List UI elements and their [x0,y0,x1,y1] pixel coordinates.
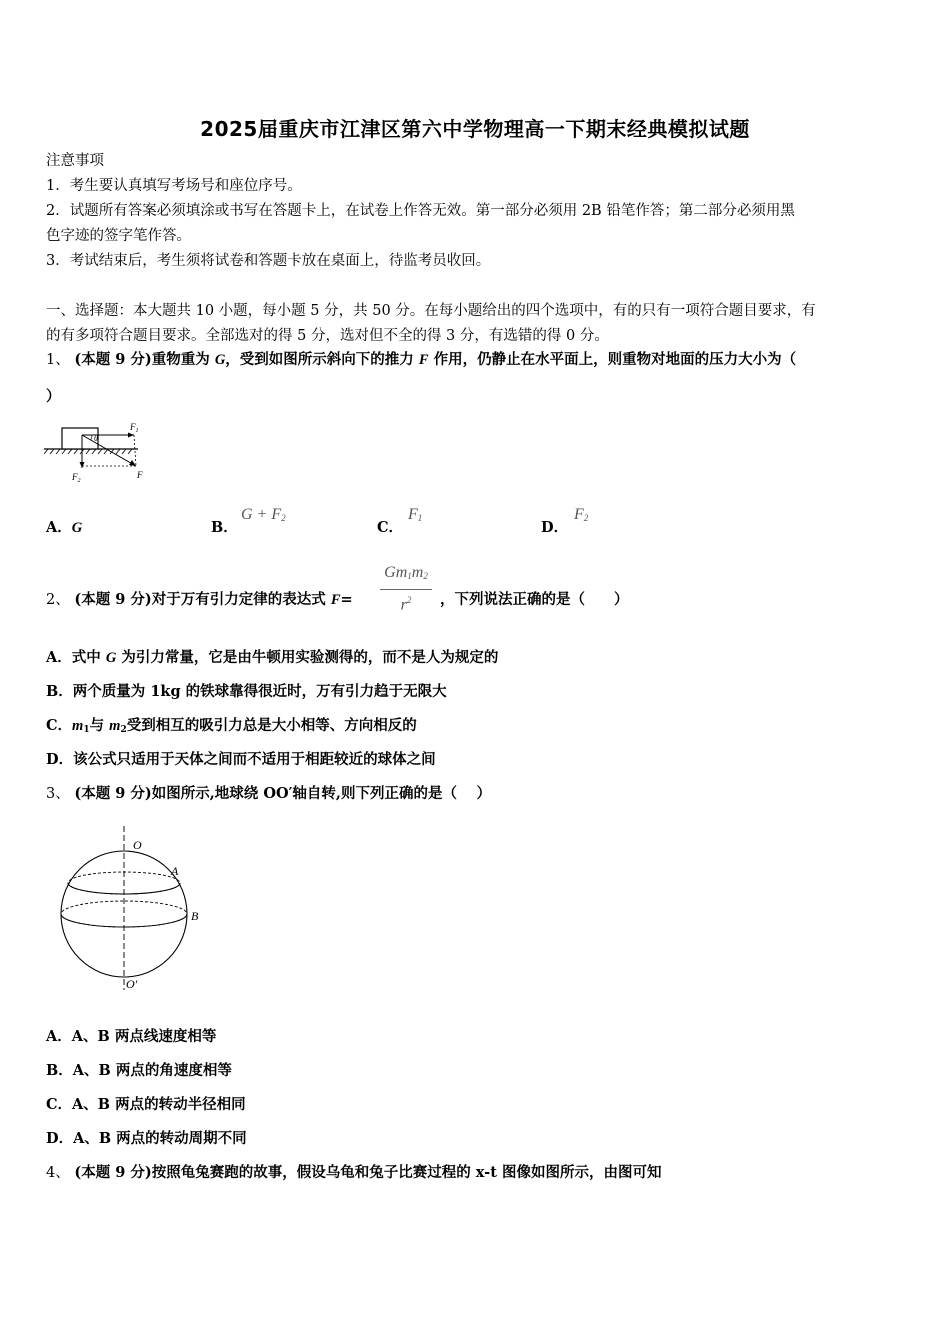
option-b-formula: $G + F_2$ [241,506,286,523]
question-number: 3、 [46,786,70,802]
notice-item: 3．考试结束后，考生须将试卷和答题卡放在桌面上，待监考员收回。 [46,253,491,269]
var-F: F [418,352,429,368]
option-b: B．两个质量为 1kg 的铁球靠得很近时，万有引力趋于无限大 [46,683,447,700]
notice-item: 色字迹的签字笔作答。 [46,228,191,244]
question-3-stem [46,784,491,804]
stem-text: 作用，仍静止在水平面上，则重物对地面的压力大小为（ [428,351,797,368]
notice-heading: 注意事项 [46,153,104,169]
option-b: B． [211,519,238,536]
question-number: 2、 [46,592,70,608]
label-o-prime: O′ [126,977,138,991]
stem-text: 重物重为 [151,351,215,368]
question-1-stem [46,350,796,370]
var-G: G [214,352,226,368]
option-d: D． [541,519,569,536]
question-score: (本题 9 分) [74,591,152,608]
question-2-stem [46,590,353,610]
gravitation-formula [378,563,434,615]
option-d: D．A、B 两点的转动周期不同 [46,1130,247,1147]
f2-label: $F_2$ [72,472,81,484]
section-intro-line: 一、选择题：本大题共 10 小题，每小题 5 分，共 50 分。在每小题给出的四个选项中，有的只有一项符合题目要求，有 [46,303,816,319]
question-1-close: ） [46,388,61,405]
label-o: O [133,838,142,852]
option-value: G [71,520,83,536]
stem-text: ，受到如图所示斜向下的推力 [225,351,419,368]
stem-text: ，下列说法正确的是（ ） [440,591,629,608]
f-label: F [137,470,143,480]
option-c: C．$m_1$与 $m_2$受到相互的吸引力总是大小相等、方向相反的 [46,717,417,735]
question-4-stem [46,1163,661,1183]
theta-label: θ [94,434,98,443]
f1-label: $F_1$ [130,422,139,434]
stem-text: 按照龟兔赛跑的故事，假设乌龟和兔子比赛过程的 x-t 图像如图所示，由图可知 [151,1164,662,1181]
var-F: F [330,592,341,608]
page-title: 2025届重庆市江津区第六中学物理高一下期末经典模拟试题 [200,117,750,141]
option-a: A．A、B 两点线速度相等 [46,1028,217,1045]
label-b: B [191,909,199,923]
option-d-formula: $F_2$ [574,506,589,523]
question-number: 4、 [46,1165,70,1181]
formula-denominator: $r^2$ [400,595,412,614]
section-intro-line: 的有多项符合题目要求。全部选对的得 5 分，选对但不全的得 3 分，有选错的得 0 分。 [46,328,609,344]
formula-numerator: $Gm_1m_2$ [384,564,428,581]
q3-earth-diagram [50,822,210,997]
equals: = [340,591,353,608]
stem-text: 如图所示,地球绕 OO′轴自转,则下列正确的是（ ） [151,785,492,802]
notice-item: 1．考生要认真填写考场号和座位序号。 [46,178,302,194]
option-b: B．A、B 两点的角速度相等 [46,1062,232,1079]
question-score: (本题 9 分) [74,785,152,802]
q1-force-diagram [44,418,154,486]
option-c: C．A、B 两点的转动半径相同 [46,1096,246,1113]
option-c-formula: $F_1$ [408,506,423,523]
question-number: 1、 [46,352,70,368]
stem-text: 对于万有引力定律的表达式 [151,591,331,608]
question-score: (本题 9 分) [74,1164,152,1181]
notice-item: 2．试题所有答案必须填涂或书写在答题卡上，在试卷上作答无效。第一部分必须用 2B 铅笔作答；第二部分必须用黑 [46,203,795,219]
option-a: A．G [46,519,83,536]
label-a: A [171,864,179,878]
option-d: D．该公式只适用于天体之间而不适用于相距较近的球体之间 [46,751,436,768]
option-a: A．式中 G 为引力常量，它是由牛顿用实验测得的，而不是人为规定的 [46,649,499,666]
option-c: C． [377,519,404,536]
question-score: (本题 9 分) [74,351,152,368]
